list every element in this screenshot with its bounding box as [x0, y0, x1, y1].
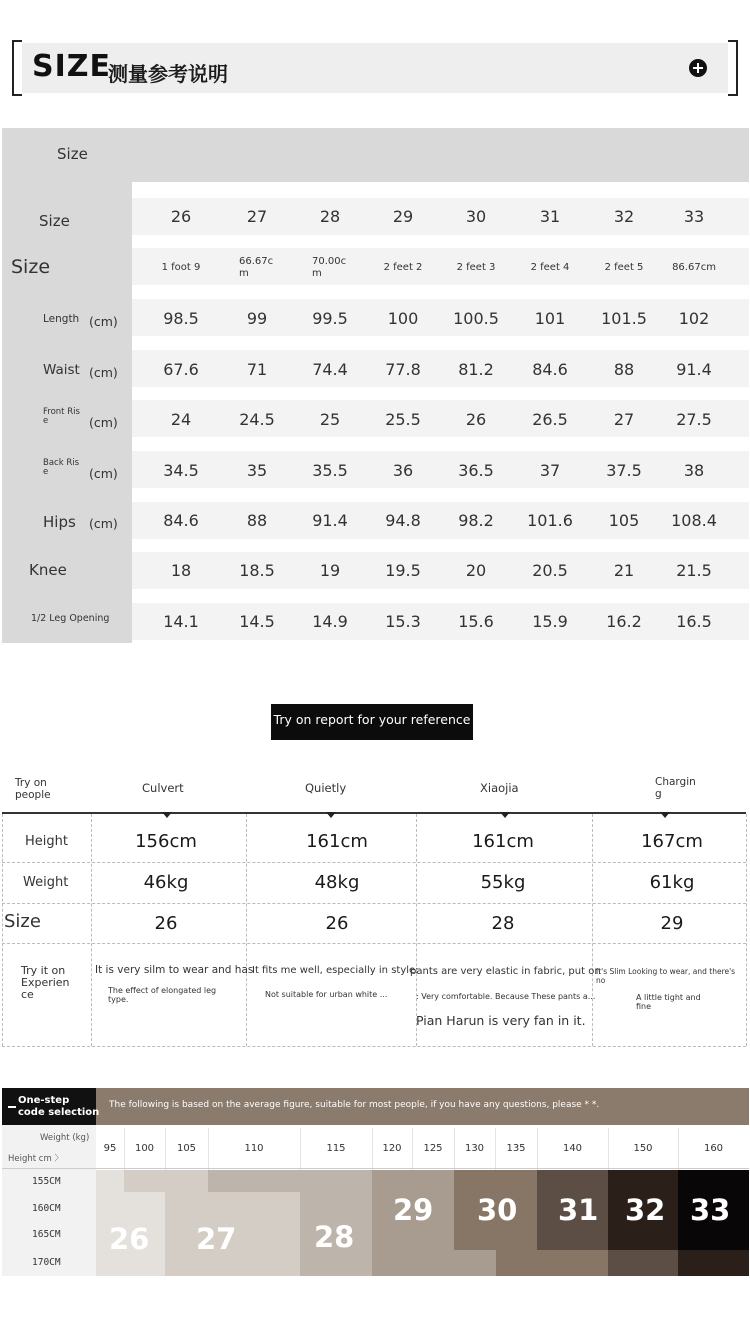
measurement-cell: 105	[608, 511, 640, 530]
measurement-cell: 94.8	[385, 511, 421, 530]
size-header-cell: 33	[683, 207, 705, 226]
weight-column-header: 95	[103, 1143, 117, 1154]
size-zone-label: 26	[109, 1222, 150, 1256]
grid-line	[91, 814, 92, 1046]
grid-line	[537, 1128, 538, 1170]
grid-line	[416, 814, 417, 1046]
experience-main-4: It's Slim Looking to wear, and there's no	[596, 967, 736, 985]
grid-line	[300, 1128, 301, 1170]
size-zone	[124, 1170, 208, 1192]
measurement-cell: 21.5	[676, 561, 712, 580]
measurement-cell: 100	[387, 309, 419, 328]
measurement-row-label: Hips	[43, 513, 76, 531]
size-zone-label: 30	[477, 1193, 518, 1227]
measurement-cell: 25	[319, 410, 341, 429]
length-conversion-cell: 2 feet 4	[530, 262, 570, 273]
header-subtitle: 测量参考说明	[108, 62, 228, 86]
measurement-cell: 19.5	[385, 561, 421, 580]
measurement-cell: 99.5	[312, 309, 348, 328]
tryon-label-height: Height	[25, 834, 68, 849]
measurement-cell: 77.8	[385, 360, 421, 379]
measurement-cell: 15.9	[532, 612, 568, 631]
measurement-unit-label: (cm)	[89, 415, 118, 430]
tryon-size-value: 29	[660, 913, 684, 934]
size-zone-label: 31	[558, 1193, 599, 1227]
measurement-cell: 81.2	[458, 360, 494, 379]
tryon-label-size: Size	[4, 911, 41, 932]
measurement-cell: 88	[613, 360, 635, 379]
pointer-icon	[660, 812, 670, 818]
size-header-cell: 27	[246, 207, 268, 226]
measurement-cell: 16.2	[606, 612, 642, 631]
header-title: SIZE	[32, 49, 112, 84]
grid-line	[208, 1128, 209, 1170]
measurement-cell: 101.6	[527, 511, 573, 530]
grid-line	[454, 1128, 455, 1170]
size-zone	[208, 1170, 372, 1192]
grid-line	[246, 814, 247, 1046]
row-label-size-small: Size	[39, 212, 70, 230]
experience-main-3: pants are very elastic in fabric, put on	[410, 966, 601, 977]
grid-line	[608, 1128, 609, 1170]
size-zone	[608, 1250, 678, 1276]
experience-sub-1: The effect of elongated leg type.	[108, 986, 217, 1004]
weight-column-header: 115	[326, 1143, 346, 1154]
measurement-row-label: Knee	[29, 561, 67, 579]
measurement-cell: 27.5	[676, 410, 712, 429]
measurement-cell: 18	[170, 561, 192, 580]
weight-column-header: 150	[633, 1143, 653, 1154]
length-conversion-cell: 86.67cm	[672, 262, 716, 273]
measurement-cell: 35	[246, 461, 268, 480]
tryon-weight-value: 48kg	[314, 872, 360, 893]
selector-label-column	[2, 1125, 96, 1276]
measurement-cell: 21	[613, 561, 635, 580]
tryon-size-value: 26	[325, 913, 349, 934]
measurement-cell: 18.5	[239, 561, 275, 580]
measurement-row-label: Back Ris e	[43, 458, 80, 477]
size-table-top-label: Size	[57, 145, 88, 163]
grid-line	[412, 1128, 413, 1170]
measurement-unit-label: (cm)	[89, 516, 118, 531]
experience-sub-4: A little tight and fine	[636, 993, 701, 1011]
size-zone	[496, 1250, 608, 1276]
size-zone	[372, 1250, 496, 1276]
measurement-cell: 88	[246, 511, 268, 530]
measurement-cell: 35.5	[312, 461, 348, 480]
measurement-cell: 36	[392, 461, 414, 480]
measurement-cell: 71	[246, 360, 268, 379]
measurement-cell: 37	[539, 461, 561, 480]
measurement-cell: 20.5	[532, 561, 568, 580]
measurement-cell: 108.4	[671, 511, 717, 530]
measurement-cell: 91.4	[676, 360, 712, 379]
grid-line	[2, 814, 3, 1046]
measurement-cell: 26	[465, 410, 487, 429]
measurement-cell: 16.5	[676, 612, 712, 631]
experience-sub-2: Not suitable for urban white ...	[265, 990, 388, 999]
size-header-cell: 32	[613, 207, 635, 226]
length-conversion-cell: 66.67c m	[239, 256, 274, 279]
person-name-1: Culvert	[142, 781, 184, 795]
size-table-header	[2, 128, 749, 182]
measurement-row-label: Length	[43, 313, 80, 325]
weight-column-header: 160	[703, 1143, 724, 1154]
measurement-cell: 15.3	[385, 612, 421, 631]
tryon-height-value: 161cm	[306, 831, 368, 852]
person-name-2: Quietly	[305, 781, 347, 795]
grid-line	[2, 862, 746, 863]
measurement-cell: 67.6	[163, 360, 199, 379]
measurement-cell: 36.5	[458, 461, 494, 480]
length-conversion-cell: 2 feet 3	[456, 262, 496, 273]
weight-column-header: 110	[244, 1143, 264, 1154]
measurement-cell: 24	[170, 410, 192, 429]
measurement-cell: 98.2	[458, 511, 494, 530]
pointer-icon	[500, 812, 510, 818]
grid-line	[2, 1046, 746, 1047]
grid-line	[2, 943, 746, 944]
weight-column-header: 140	[562, 1143, 583, 1154]
experience-sub-3: : Very comfortable. Because These pants a...	[416, 992, 596, 1001]
measurement-unit-label: (cm)	[89, 365, 118, 380]
weight-column-header: 130	[464, 1143, 485, 1154]
measurement-cell: 15.6	[458, 612, 494, 631]
tryon-size-value: 26	[154, 913, 178, 934]
measurement-cell: 84.6	[163, 511, 199, 530]
measurement-cell: 101.5	[601, 309, 647, 328]
grid-line	[124, 1128, 125, 1170]
measurement-unit-label: (cm)	[89, 466, 118, 481]
weight-column-header: 105	[176, 1143, 197, 1154]
measurement-cell: 99	[246, 309, 268, 328]
tryon-header-line	[2, 812, 746, 814]
measurement-cell: 102	[678, 309, 710, 328]
tryon-label-weight: Weight	[23, 875, 69, 890]
tryon-height-value: 161cm	[472, 831, 534, 852]
experience-extra-3: Pian Harun is very fan in it.	[416, 1013, 586, 1028]
size-header-cell: 29	[392, 207, 414, 226]
experience-main-1: It is very silm to wear and has	[95, 964, 254, 976]
measurement-cell: 37.5	[606, 461, 642, 480]
weight-column-header: 100	[134, 1143, 155, 1154]
measurement-row-label: 1/2 Leg Opening	[31, 613, 110, 624]
measurement-cell: 14.5	[239, 612, 275, 631]
grid-line	[2, 1168, 749, 1169]
size-zone	[678, 1250, 749, 1276]
selector-title: One-step code selection	[18, 1095, 100, 1118]
height-axis-label: Height cm 〉	[8, 1154, 63, 1164]
size-header-cell: 26	[170, 207, 192, 226]
tryon-weight-value: 55kg	[480, 872, 526, 893]
height-row-label: 160CM	[32, 1203, 61, 1214]
measurement-cell: 101	[534, 309, 566, 328]
pointer-icon	[326, 812, 336, 818]
grid-line	[592, 814, 593, 1046]
weight-column-header: 135	[506, 1143, 526, 1154]
measurement-cell: 19	[319, 561, 341, 580]
measurement-cell: 74.4	[312, 360, 348, 379]
measurement-cell: 14.1	[163, 612, 199, 631]
size-zone-label: 33	[690, 1193, 731, 1227]
tryon-weight-value: 61kg	[649, 872, 695, 893]
grid-line	[678, 1128, 679, 1170]
measurement-row-label: Front Ris e	[43, 407, 80, 426]
measurement-unit-label: (cm)	[89, 314, 118, 329]
grid-line	[2, 903, 746, 904]
measurement-cell: 20	[465, 561, 487, 580]
experience-main-2: It fits me well, especially in style:	[252, 965, 419, 976]
measurement-row-label: Waist	[43, 362, 80, 378]
weight-column-header: 125	[423, 1143, 443, 1154]
size-zone-label: 27	[196, 1222, 237, 1256]
measurement-cell: 34.5	[163, 461, 199, 480]
measurement-cell: 84.6	[532, 360, 568, 379]
tryon-weight-value: 46kg	[143, 872, 189, 893]
grid-line	[495, 1128, 496, 1170]
height-row-label: 170CM	[32, 1257, 61, 1268]
grid-line	[746, 814, 747, 1046]
weight-axis-label: Weight (kg)	[40, 1133, 90, 1143]
height-row-label: 155CM	[32, 1176, 61, 1187]
size-header-cell: 30	[465, 207, 487, 226]
measurement-cell: 91.4	[312, 511, 348, 530]
size-header-cell: 28	[319, 207, 341, 226]
size-zone-label: 28	[314, 1220, 355, 1254]
length-conversion-cell: 2 feet 5	[604, 262, 644, 273]
grid-line	[372, 1128, 373, 1170]
person-name-3: Xiaojia	[480, 781, 519, 795]
row-label-size-large: Size	[11, 256, 51, 278]
tryon-label-experience: Try it on Experien ce	[21, 964, 70, 1001]
tryon-corner-label: Try on people	[15, 777, 51, 801]
measurement-cell: 38	[683, 461, 705, 480]
weight-column-header: 120	[382, 1143, 402, 1154]
tryon-height-value: 167cm	[641, 831, 703, 852]
length-conversion-cell: 1 foot 9	[161, 262, 201, 273]
measurement-cell: 100.5	[453, 309, 499, 328]
measurement-cell: 26.5	[532, 410, 568, 429]
height-row-label: 165CM	[32, 1229, 61, 1240]
grid-line	[165, 1128, 166, 1170]
right-bracket	[728, 40, 738, 96]
measurement-cell: 27	[613, 410, 635, 429]
measurement-cell: 98.5	[163, 309, 199, 328]
tryon-report-title: Try on report for your reference	[271, 704, 473, 740]
tryon-size-value: 28	[491, 913, 515, 934]
measurement-cell: 25.5	[385, 410, 421, 429]
size-zone-label: 32	[625, 1193, 666, 1227]
pointer-icon	[162, 812, 172, 818]
minus-icon	[8, 1106, 16, 1108]
length-conversion-cell: 70.00c m	[312, 256, 347, 279]
plus-circle-icon[interactable]	[689, 59, 707, 77]
measurement-cell: 14.9	[312, 612, 348, 631]
size-zone-label: 29	[393, 1193, 434, 1227]
measurement-cell: 24.5	[239, 410, 275, 429]
length-conversion-cell: 2 feet 2	[383, 262, 423, 273]
left-bracket	[12, 40, 22, 96]
size-header-cell: 31	[539, 207, 561, 226]
person-name-4: Chargin g	[655, 776, 696, 800]
tryon-height-value: 156cm	[135, 831, 197, 852]
selector-note: The following is based on the average figure, suitable for most people, if you have any questions, please * *.	[109, 1100, 600, 1110]
